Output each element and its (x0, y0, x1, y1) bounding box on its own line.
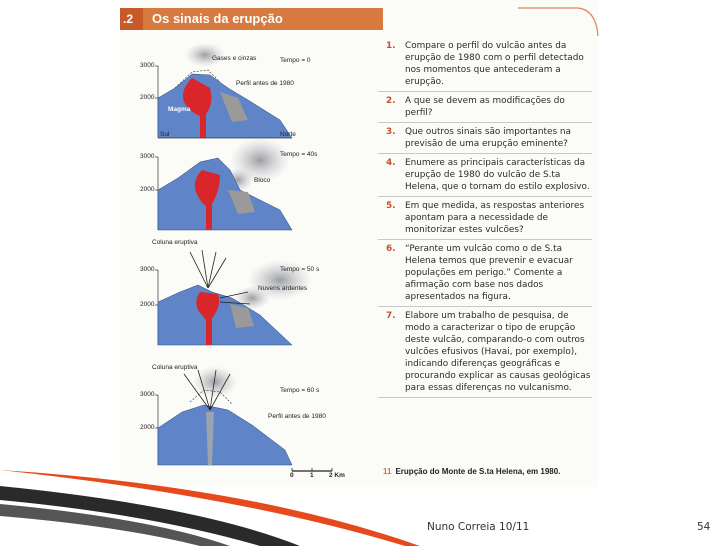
label-magma: Magma (168, 106, 191, 113)
question-number: 2. (386, 96, 396, 106)
question-number: 1. (386, 41, 396, 51)
question-item (378, 157, 592, 197)
figure-caption-text: Erupção do Monte de S.ta Helena, em 1980. (395, 467, 561, 476)
question-item (378, 95, 592, 123)
section-number: .2 (120, 8, 143, 30)
question-item (378, 126, 592, 154)
label-ardent-clouds: Nuvens ardentes (258, 285, 308, 292)
question-text: Em que medida, as respostas anteriores apontam para a necessidade de monitorizar estes vulcões? (405, 201, 585, 235)
label-profile-before: Perfil antes de 1980 (236, 80, 294, 87)
question-list (378, 40, 592, 401)
axis-label-2000: 2000 (140, 94, 155, 101)
question-text: Compare o perfil do vulcão antes da erupção de 1980 com o perfil detectado nos momentos que antecederam a erupção. (405, 41, 584, 87)
axis-label-2000: 2000 (140, 424, 155, 431)
scale-label-1: 1 (310, 472, 314, 479)
question-text: “Perante um vulcão como o de S.ta Helena temos que prevenir e evacuar populações em perigo.” Comente a afirmação com base nos dados apresentados na figura. (405, 244, 573, 302)
question-text: Que outros sinais são importantes na previsão de uma erupção eminente? (405, 127, 571, 149)
label-time-50s: Tempo = 50 s (280, 266, 320, 273)
axis-label-3000: 3000 (140, 266, 155, 273)
question-item (378, 310, 592, 398)
question-text: Elabore um trabalho de pesquisa, de modo a caracterizar o tipo de erupção deste vulcão, comparando-o com outros vulcões efusivos (Havai, por exemplo), indicando diferenças geográficas e procurando explicar as causas geológicas para essas diferenças no vulcanismo. (405, 311, 591, 393)
question-item (378, 243, 592, 307)
question-number: 7. (386, 311, 396, 321)
question-item (378, 200, 592, 240)
axis-label-3000: 3000 (140, 391, 155, 398)
label-time-40s: Tempo = 40s (280, 151, 318, 158)
label-profile-before: Perfil antes de 1980 (268, 413, 326, 420)
question-text: A que se devem as modificações do perfil? (405, 96, 565, 118)
label-time-60s: Tempo = 60 s (280, 387, 320, 394)
volcano-eruption-diagram (120, 30, 360, 485)
label-block: Bloco (254, 177, 271, 184)
decorative-swoosh (0, 446, 728, 546)
question-number: 6. (386, 244, 396, 254)
label-south: Sul (160, 131, 170, 138)
footer-author: Nuno Correia 10/11 (427, 521, 530, 533)
question-number: 4. (386, 158, 396, 168)
question-number: 5. (386, 201, 396, 211)
question-text: Enumere as principais características da erupção de 1980 do vulcão de S.ta Helena, que o tornam do estilo explosivo. (405, 158, 590, 192)
label-gases: Gases e cinzas (212, 55, 257, 62)
axis-label-2000: 2000 (140, 186, 155, 193)
question-number: 3. (386, 127, 396, 137)
section-title: Os sinais da erupção (152, 11, 283, 26)
panel-time-40s (155, 138, 292, 230)
page-number: 54 (697, 521, 711, 533)
label-time-0: Tempo = 0 (280, 57, 311, 64)
figure-number: 11 (383, 467, 392, 476)
scale-label-2km: 2 Km (329, 472, 345, 479)
axis-label-2000: 2000 (140, 301, 155, 308)
panel-time-50s (155, 250, 312, 345)
section-header (120, 2, 598, 32)
axis-label-3000: 3000 (140, 62, 155, 69)
question-item (378, 40, 592, 92)
scale-label-0: 0 (290, 472, 294, 479)
label-north: Norte (280, 131, 296, 138)
label-eruptive-column: Coluna eruptiva (152, 239, 198, 246)
label-eruptive-column: Coluna eruptiva (152, 364, 198, 371)
axis-label-3000: 3000 (140, 153, 155, 160)
